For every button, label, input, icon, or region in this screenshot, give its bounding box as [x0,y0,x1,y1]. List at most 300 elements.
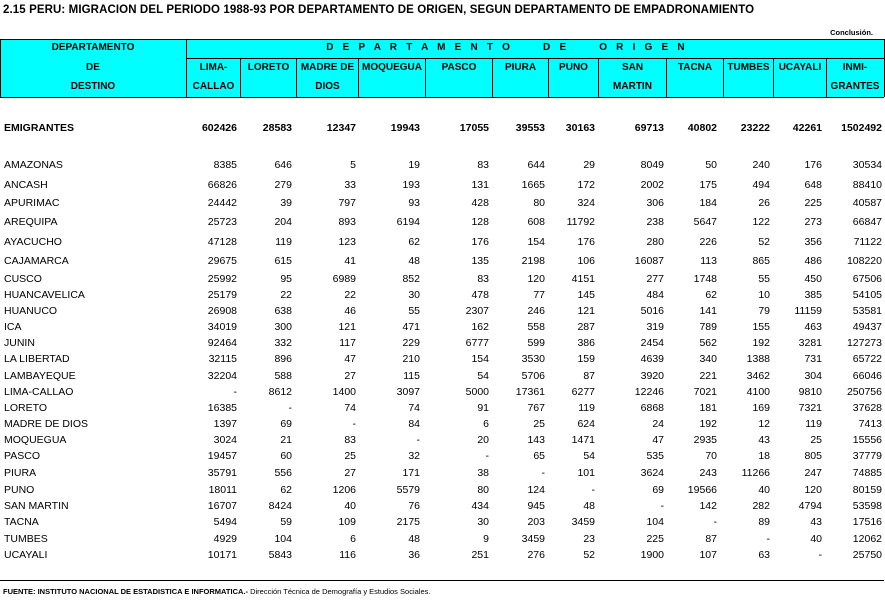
cell-value: 30 [408,289,420,301]
origin-column-header: PUNO [559,62,588,73]
cell-value: 119 [805,418,822,430]
cell-value: 20 [477,434,489,446]
cell-value: 12062 [852,533,882,545]
table-row [0,321,884,335]
cell-value: 852 [402,273,420,285]
cell-value: 25 [810,434,822,446]
cell-value: 226 [699,236,717,248]
cell-value: 47 [344,353,356,365]
cell-value: 865 [752,255,770,267]
cell-value: 282 [752,500,770,512]
cell-value: 35791 [207,467,237,479]
cell-value: 5647 [693,216,717,228]
row-label: AMAZONAS [4,159,63,171]
cell-value: 16385 [207,402,237,414]
cell-value: 240 [752,159,770,171]
cell-value: 17055 [459,122,489,134]
cell-value: 74 [408,402,420,414]
cell-value: 176 [471,236,489,248]
row-label: ICA [4,321,22,333]
cell-value: 192 [752,337,770,349]
cell-value: 16087 [634,255,664,267]
cell-value: 17516 [852,516,882,528]
cell-value: 54 [477,370,489,382]
cell-value: 12 [758,418,770,430]
cell-value: 80 [477,484,489,496]
cell-value: 23222 [740,122,770,134]
cell-value: 25 [533,418,545,430]
cell-value: 273 [804,216,822,228]
origin-header: D E P A R T A M E N T O D E O R I G E N [326,42,688,53]
cell-value: 19566 [687,484,717,496]
cell-value: 648 [804,179,822,191]
row-label: TUMBES [4,533,48,545]
cell-value: 484 [646,289,664,301]
row-label: LIMA-CALLAO [4,386,74,398]
cell-value: 3097 [396,386,420,398]
cell-value: 5706 [521,370,545,382]
cell-value: 108220 [846,255,882,267]
row-label: MOQUEGUA [4,434,67,446]
cell-value: 945 [527,500,545,512]
cell-value: 30163 [565,122,595,134]
cell-value: 280 [646,236,664,248]
cell-value: 119 [275,236,292,248]
cell-value: 19 [408,159,420,171]
origin-column-header: TUMBES [727,62,770,73]
header-col-divider [296,58,297,97]
row-label: PUNO [4,484,35,496]
cell-value: 251 [471,549,489,561]
cell-value: 41 [344,255,356,267]
cell-value: 104 [274,533,292,545]
cell-value: 279 [274,179,292,191]
cell-value: 32115 [208,353,237,365]
cell-value: 101 [577,467,595,479]
cell-value: 120 [527,273,545,285]
table-row [0,484,884,498]
cell-value: 162 [471,321,489,333]
cell-value: 154 [471,353,489,365]
cell-value: 608 [527,216,545,228]
header-col-divider [492,58,493,97]
row-label: APURIMAC [4,197,60,209]
cell-value: 91 [477,402,489,414]
cell-value: 175 [699,179,717,191]
cell-value: 193 [402,179,420,191]
cell-value: 120 [804,484,822,496]
row-label: EMIGRANTES [4,122,75,134]
origin-column-header: DIOS [315,81,340,92]
cell-value: 66847 [852,216,882,228]
cell-value: 25179 [207,289,237,301]
cell-value: 63 [758,549,770,561]
cell-value: 69713 [634,122,664,134]
cell-value: 39 [280,197,292,209]
origin-column-header: MOQUEGUA [362,62,422,73]
cell-value: 53598 [852,500,882,512]
cell-value: 8424 [268,500,292,512]
cell-value: 109 [338,516,356,528]
cell-value: 340 [699,353,717,365]
cell-value: 599 [527,337,545,349]
cell-value: 48 [583,500,595,512]
cell-value: 70 [705,450,717,462]
cell-value: 6777 [465,337,489,349]
cell-value: 89 [758,516,770,528]
origin-column-header: LORETO [247,62,290,73]
cell-value: 615 [274,255,292,267]
header-col-divider [425,58,426,97]
cell-value: 36 [408,549,420,561]
cell-value: 535 [646,450,664,462]
cell-value: 39553 [515,122,545,134]
cell-value: 2198 [521,255,545,267]
row-label: AYACUCHO [4,236,62,248]
cell-value: 184 [699,197,717,209]
cell-value: 38 [477,467,489,479]
header-col-divider [548,58,549,97]
cell-value: 62 [705,289,717,301]
cell-value: 2935 [693,434,717,446]
cell-value: 10171 [207,549,237,561]
cell-value: 29 [583,159,595,171]
cell-value: 30 [477,516,489,528]
row-label: SAN MARTIN [4,500,69,512]
cell-value: 122 [752,216,770,228]
cell-value: 53581 [852,305,882,317]
cell-value: 4929 [213,533,237,545]
cell-value: 893 [338,216,356,228]
cell-value: 65 [533,450,545,462]
cell-value: 19943 [390,122,420,134]
row-label: MADRE DE DIOS [4,418,89,430]
cell-value: 434 [471,500,489,512]
cell-value: 42261 [792,122,822,134]
cell-value: 11159 [794,305,822,317]
cell-value: 74885 [852,467,882,479]
cell-value: - [233,386,237,398]
cell-value: 37628 [852,402,882,414]
cell-value: 113 [700,255,717,267]
cell-value: 87 [583,370,595,382]
cell-value: 1748 [693,273,717,285]
cell-value: 32204 [207,370,237,382]
cell-value: 40587 [852,197,882,209]
cell-value: 87 [705,533,717,545]
cell-value: 29675 [207,255,237,267]
cell-value: 93 [408,197,420,209]
cell-value: 21 [280,434,292,446]
cell-value: 6 [350,533,356,545]
table-row [0,467,884,481]
cell-value: - [591,484,595,496]
cell-value: 192 [699,418,717,430]
table-row [0,418,884,432]
row-label: CUSCO [4,273,42,285]
origin-column-header: TACNA [677,62,713,73]
row-label: JUNIN [4,337,35,349]
table-row [0,450,884,464]
cell-value: 55 [758,273,770,285]
origin-column-header: UCAYALI [778,62,822,73]
cell-value: 2002 [640,179,664,191]
cell-value: 6989 [332,273,356,285]
cell-value: 225 [804,197,822,209]
table-row [0,402,884,416]
cell-value: 3624 [640,467,664,479]
origin-column-header: SAN [621,62,644,73]
row-label: LA LIBERTAD [4,353,70,365]
cell-value: 1471 [571,434,595,446]
cell-value: 121 [338,321,356,333]
cell-value: - [485,450,489,462]
header-col-divider [773,58,774,97]
destination-header-line3: DESTINO [70,81,116,92]
cell-value: 18011 [208,484,237,496]
cell-value: 169 [752,402,770,414]
cell-value: 5494 [213,516,237,528]
cell-value: 8612 [268,386,292,398]
cell-value: 247 [804,467,822,479]
row-label: TACNA [4,516,39,528]
row-label: ANCASH [4,179,48,191]
cell-value: 324 [577,197,595,209]
cell-value: 26908 [207,305,237,317]
cell-value: 11266 [741,467,770,479]
row-label: AREQUIPA [4,216,58,228]
cell-value: 50 [705,159,717,171]
cell-value: 123 [338,236,356,248]
cell-value: 143 [527,434,545,446]
cell-value: 9 [483,533,489,545]
cell-value: 83 [344,434,356,446]
cell-value: 33 [344,179,356,191]
cell-value: - [416,434,420,446]
cell-value: 48 [408,255,420,267]
origin-column-header: PASCO [441,62,477,73]
cell-value: 646 [274,159,292,171]
cell-value: 62 [280,484,292,496]
cell-value: 52 [758,236,770,248]
cell-value: 60 [280,450,292,462]
table-row [0,236,884,250]
cell-value: 77 [533,289,545,301]
cell-value: 276 [527,549,545,561]
cell-value: 3459 [521,533,545,545]
header-col-divider [186,39,187,97]
cell-value: 128 [471,216,489,228]
cell-value: 54 [583,450,595,462]
cell-value: 3920 [640,370,664,382]
cell-value: 34019 [207,321,237,333]
cell-value: 5579 [396,484,420,496]
cell-value: 805 [804,450,822,462]
table-row [0,273,884,287]
table-row [0,179,884,193]
row-label: HUANUCO [4,305,58,317]
cell-value: 48 [408,533,420,545]
cell-value: 25750 [852,549,882,561]
cell-value: - [713,516,717,528]
cell-value: 2454 [640,337,664,349]
cell-value: 135 [471,255,489,267]
row-label: HUANCAVELICA [4,289,85,301]
cell-value: 494 [752,179,770,191]
cell-value: 66826 [207,179,237,191]
cell-value: 8049 [640,159,664,171]
cell-value: 5016 [640,305,664,317]
emigrants-row [0,122,884,136]
header-bottom-rule [0,97,884,98]
table-row [0,516,884,530]
cell-value: 588 [274,370,292,382]
cell-value: - [352,418,356,430]
cell-value: 25723 [207,216,237,228]
cell-value: 59 [280,516,292,528]
cell-value: 3530 [521,353,545,365]
header-col-divider [826,58,827,97]
table-row [0,386,884,400]
cell-value: 3462 [746,370,770,382]
table-row [0,289,884,303]
table-title: 2.15 PERU: MIGRACION DEL PERIODO 1988-93 POR DEPARTAMENTO DE ORIGEN, SEGUN DEPARTAMENTO DE EMPADRONAMIENTO [3,4,755,16]
cell-value: 84 [408,418,420,430]
cell-value: 95 [280,273,292,285]
cell-value: 74 [344,402,356,414]
cell-value: 5843 [268,549,292,561]
cell-value: 238 [646,216,664,228]
cell-value: 49437 [852,321,882,333]
table-row [0,255,884,269]
cell-value: 55 [408,305,420,317]
cell-value: 76 [408,500,420,512]
cell-value: 27 [344,467,356,479]
cell-value: 47 [652,434,664,446]
cell-value: 32 [408,450,420,462]
header-top-rule [0,39,884,40]
cell-value: 225 [646,533,664,545]
header-col-divider [723,58,724,97]
cell-value: - [541,467,545,479]
cell-value: 210 [402,353,420,365]
origin-column-header: PIURA [504,62,537,73]
cell-value: 1665 [521,179,545,191]
cell-value: 141 [699,305,717,317]
cell-value: 40802 [687,122,717,134]
source-label: FUENTE: INSTITUTO NACIONAL DE ESTADISTICA E INFORMATICA.- [3,587,248,596]
header-col-divider [666,58,667,97]
cell-value: 332 [274,337,292,349]
cell-value: 142 [699,500,717,512]
table-row [0,353,884,367]
table-row [0,533,884,547]
cell-value: 478 [471,289,489,301]
cell-value: 124 [527,484,545,496]
cell-value: 43 [758,434,770,446]
cell-value: 159 [577,353,595,365]
cell-value: 65722 [852,353,882,365]
cell-value: 4151 [571,273,595,285]
cell-value: 6194 [396,216,420,228]
cell-value: 37779 [852,450,882,462]
cell-value: 79 [758,305,770,317]
cell-value: 30534 [852,159,882,171]
cell-value: 3024 [213,434,237,446]
cell-value: 115 [403,370,420,382]
cell-value: 80 [533,197,545,209]
cell-value: 62 [408,236,420,248]
table-row [0,337,884,351]
cell-value: 80159 [852,484,882,496]
cell-value: 54105 [852,289,882,301]
cell-value: 385 [804,289,822,301]
cell-value: 638 [274,305,292,317]
cell-value: 4100 [746,386,770,398]
origin-span-rule [186,58,884,59]
cell-value: 17361 [515,386,545,398]
table-row [0,216,884,230]
cell-value: 46 [344,305,356,317]
origin-column-header: MARTIN [613,81,652,92]
table-row [0,370,884,384]
cell-value: 11792 [566,216,595,228]
cell-value: 428 [471,197,489,209]
cell-value: 304 [804,370,822,382]
cell-value: 92464 [207,337,237,349]
cell-value: 789 [699,321,717,333]
cell-value: 106 [577,255,595,267]
cell-value: 71122 [853,236,882,248]
cell-value: 19457 [207,450,237,462]
cell-value: 2307 [465,305,489,317]
cell-value: 88410 [852,179,882,191]
table-row [0,159,884,173]
immigrants-header-line2: GRANTES [830,81,880,92]
cell-value: 229 [402,337,420,349]
cell-value: 47128 [207,236,237,248]
cell-value: 463 [804,321,822,333]
cell-value: 277 [646,273,664,285]
cell-value: 16707 [207,500,237,512]
cell-value: 6 [483,418,489,430]
cell-value: 18 [758,450,770,462]
cell-value: 7413 [858,418,882,430]
cell-value: 83 [477,273,489,285]
header-col-divider [598,58,599,97]
origin-column-header: CALLAO [192,81,235,92]
cell-value: 26 [758,197,770,209]
table-row [0,305,884,319]
cell-value: 67506 [852,273,882,285]
origin-column-header: MADRE DE [300,62,355,73]
header-left-border [0,39,1,97]
cell-value: 246 [527,305,545,317]
cell-value: 7321 [798,402,822,414]
cell-value: 1900 [640,549,664,561]
cell-value: 1400 [332,386,356,398]
cell-value: 24442 [207,197,237,209]
cell-value: 4794 [798,500,822,512]
cell-value: - [660,500,664,512]
immigrants-header-line1: INMI- [842,62,868,73]
cell-value: 24 [652,418,664,430]
cell-value: 450 [804,273,822,285]
cell-value: 12347 [326,122,356,134]
cell-value: 40 [810,533,822,545]
cell-value: 22 [280,289,292,301]
cell-value: 127273 [846,337,882,349]
